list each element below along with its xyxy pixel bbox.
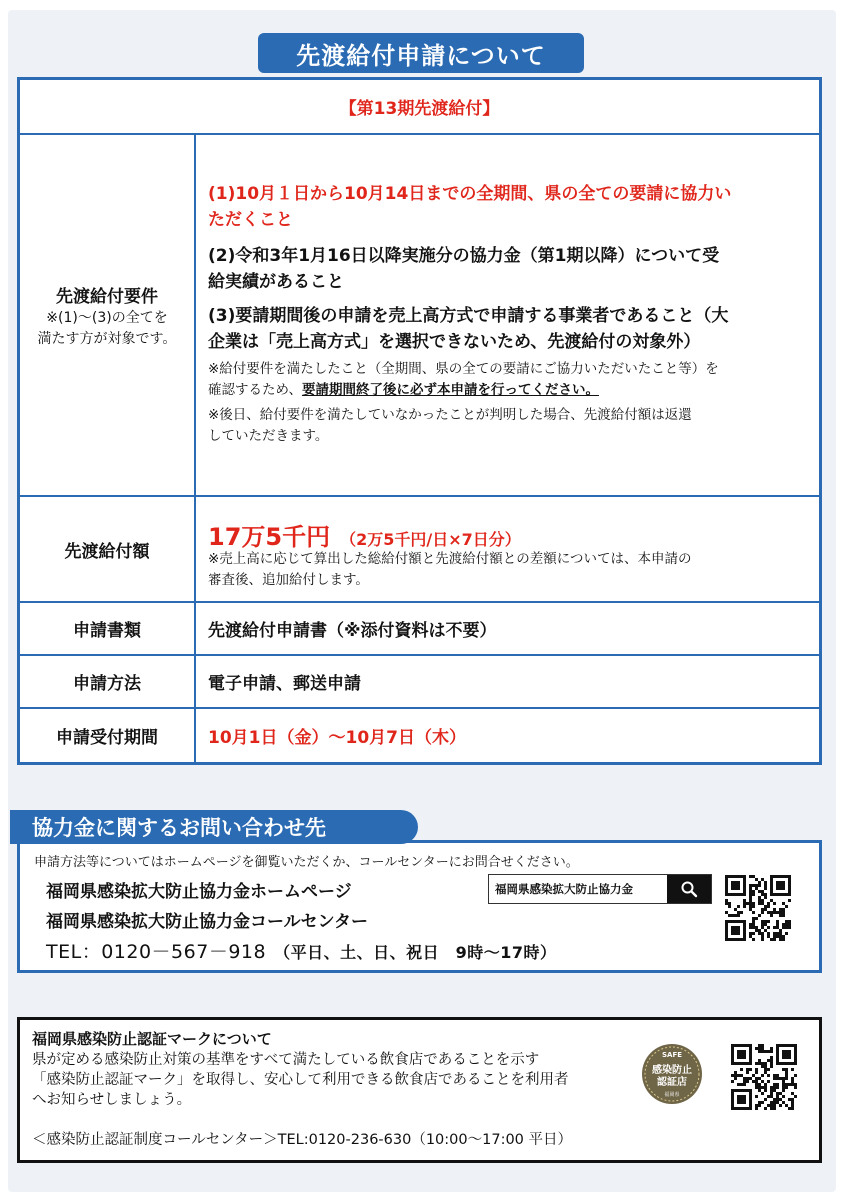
- qr-code-icon[interactable]: [725, 875, 791, 941]
- amount-note-line-1: ※売上高に応じて算出した総給付額と先渡給付額との差額については、本申請の: [208, 551, 692, 567]
- requirement-1-line-2: ただくこと: [208, 210, 293, 230]
- requirement-note-1-line-1: ※給付要件を満たしたこと（全期間、県の全ての要請にご協力いただいたこと等）を: [208, 361, 719, 377]
- period-label-cell: [20, 709, 196, 762]
- contact-banner: 協力金に関するお問い合わせ先: [10, 810, 418, 844]
- requirements-value-cell: [208, 135, 809, 495]
- safe-certification-logo-icon: [640, 1042, 704, 1106]
- safe-logo-top: SAFE: [661, 1051, 683, 1059]
- documents-value: 先渡給付申請書（※添付資料は不要）: [208, 621, 497, 641]
- documents-label-cell: [20, 603, 196, 654]
- requirement-1-line-1: (1)10月１日から10月14日までの全期間、県の全ての要請に協力い: [208, 184, 732, 204]
- page-title: 先渡給付申請について: [258, 33, 584, 73]
- requirement-2-line-1: (2)令和3年1月16日以降実施分の協力金（第1期以降）について受: [208, 246, 720, 266]
- amount-note-line-2: 審査後、追加給付します。: [208, 572, 369, 588]
- requirement-3-line-2: 企業は「売上高方式」を選択できないため、先渡給付の対象外）: [208, 332, 701, 352]
- safe-mark-title: 福岡県感染防止認証マークについて: [32, 1030, 272, 1048]
- method-label: 申請方法: [73, 674, 141, 694]
- requirements-label-cell: [20, 135, 196, 495]
- amount-label-cell: [20, 497, 196, 601]
- amount-value: 17万5千円: [208, 523, 331, 551]
- safe-desc-line-3: へお知らせしましょう。: [32, 1092, 192, 1108]
- requirements-label-note-2: 満たす方が対象です。: [37, 330, 177, 347]
- documents-value-cell: [208, 603, 809, 654]
- safe-logo-line-1: 感染防止: [652, 1065, 692, 1076]
- period-header-row: [20, 80, 819, 133]
- requirements-label-note-1: ※(1)〜(3)の全てを: [46, 309, 168, 326]
- contact-tel[interactable]: TEL：0120－567－918: [46, 941, 267, 963]
- period-label: 申請受付期間: [56, 728, 158, 748]
- safe-logo-bottom: 福岡県: [664, 1092, 680, 1098]
- safe-qr-code-icon[interactable]: [731, 1044, 797, 1110]
- period-value: 10月1日（金）〜10月7日（木）: [208, 728, 466, 748]
- documents-label: 申請書類: [73, 621, 141, 641]
- safe-mark-description: [32, 1050, 632, 1110]
- search-icon: [680, 880, 698, 898]
- search-button[interactable]: [667, 875, 711, 903]
- safe-logo-line-2: 認証店: [657, 1077, 687, 1088]
- requirements-row: [20, 133, 819, 495]
- amount-value-cell: [208, 497, 809, 601]
- contact-callcenter: 福岡県感染拡大防止協力金コールセンター: [46, 912, 368, 932]
- safe-mark-box: [17, 1017, 822, 1163]
- requirements-label: 先渡給付要件: [56, 286, 158, 307]
- amount-label: 先渡給付額: [64, 541, 150, 562]
- requirement-note-2-line-1: ※後日、給付要件を満たしていなかったことが判明した場合、先渡給付額は返還: [208, 407, 692, 423]
- requirement-3-line-1: (3)要請期間後の申請を売上高方式で申請する事業者であること（大: [208, 306, 729, 326]
- documents-row: [20, 601, 819, 654]
- requirement-note-1-prefix: 確認するため、: [208, 382, 302, 398]
- method-label-cell: [20, 656, 196, 707]
- method-row: [20, 654, 819, 707]
- contact-intro: 申請方法等についてはホームページを御覧いただくか、コールセンターにお問合せください。: [34, 855, 579, 870]
- contact-hours: （平日、土、日、祝日 9時〜17時）: [274, 943, 557, 962]
- contact-box: [17, 840, 822, 973]
- safe-desc-line-1: 県が定める感染防止対策の基準をすべて満たしている飲食店であることを示す: [32, 1052, 540, 1068]
- requirement-note-1-emphasis: 要請期間終了後に必ず本申請を行ってください。: [301, 382, 599, 398]
- info-table: [17, 77, 822, 765]
- period-value-cell: [208, 709, 809, 762]
- requirement-note-2-line-2: していただきます。: [208, 428, 329, 444]
- method-value: 電子申請、郵送申請: [208, 674, 361, 694]
- contact-tel-line: [46, 937, 557, 964]
- amount-row: [20, 495, 819, 601]
- period-header: 【第13期先渡給付】: [339, 99, 500, 119]
- period-row: [20, 707, 819, 762]
- contact-homepage[interactable]: 福岡県感染拡大防止協力金ホームページ: [46, 882, 352, 902]
- method-value-cell: [208, 656, 809, 707]
- search-box[interactable]: [488, 874, 712, 904]
- safe-callcenter: ＜感染防止認証制度コールセンター＞TEL:0120-236-630（10:00〜17:00 平日）: [32, 1132, 573, 1148]
- requirement-2-line-2: 給実績があること: [208, 272, 344, 292]
- amount-detail: （2万5千円/日×7日分）: [340, 530, 521, 549]
- search-input[interactable]: 福岡県感染拡大防止協力金: [495, 882, 633, 896]
- safe-desc-line-2: 「感染防止認証マーク」を取得し、安心して利用できる飲食店であることを利用者: [32, 1072, 569, 1088]
- requirement-note-1-line-2: [208, 380, 809, 401]
